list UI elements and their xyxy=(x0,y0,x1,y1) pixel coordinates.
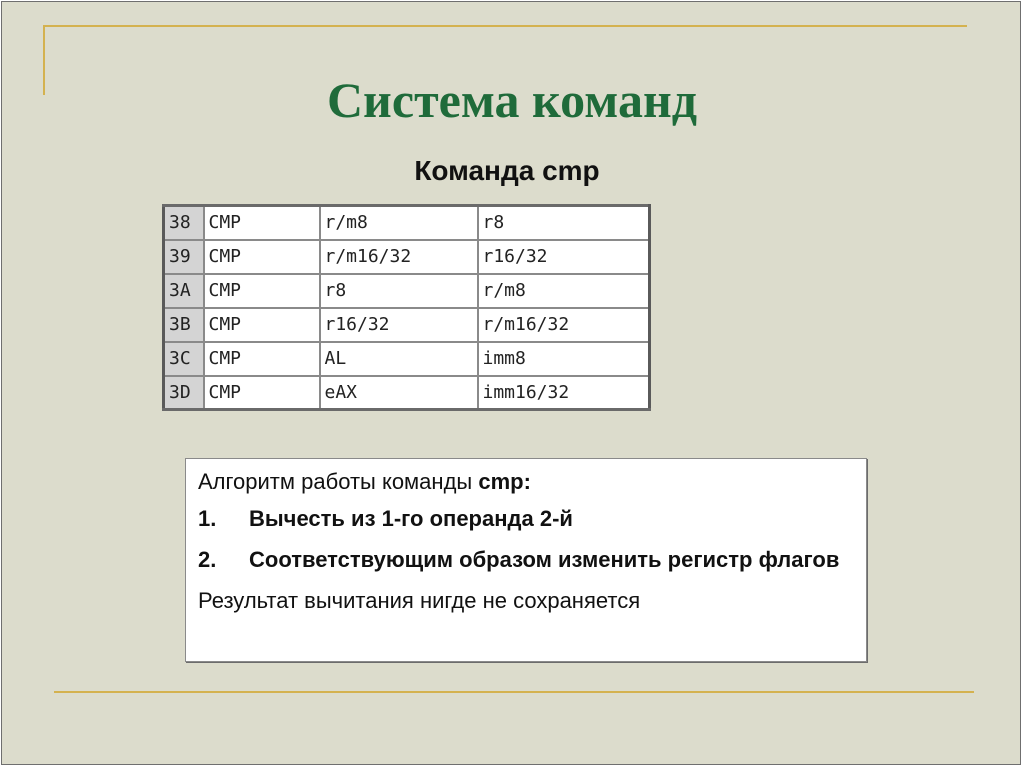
operand2-cell: r16/32 xyxy=(478,240,650,274)
opcode-cell: 38 xyxy=(164,206,204,240)
bottom-rule xyxy=(54,691,974,693)
mnemonic-cell: CMP xyxy=(204,376,320,410)
table-row xyxy=(164,206,650,240)
algorithm-box xyxy=(185,458,867,662)
slide-title: Система команд xyxy=(326,72,698,128)
operand1-cell: r16/32 xyxy=(320,308,478,342)
slide xyxy=(1,1,1021,765)
slide-subtitle: Команда cmp xyxy=(414,155,600,186)
operand1-cell: AL xyxy=(320,342,478,376)
step-number: 1. xyxy=(198,506,217,531)
mnemonic-cell: CMP xyxy=(204,206,320,240)
mnemonic-cell: CMP xyxy=(204,274,320,308)
operand1-cell: r/m16/32 xyxy=(320,240,478,274)
algorithm-steps xyxy=(198,503,854,576)
opcode-cell: 3A xyxy=(164,274,204,308)
opcode-cell: 3D xyxy=(164,376,204,410)
algorithm-intro-command: cmp: xyxy=(478,469,531,494)
mnemonic-cell: CMP xyxy=(204,240,320,274)
operand2-cell: r8 xyxy=(478,206,650,240)
opcode-table xyxy=(162,204,651,411)
step-number: 2. xyxy=(198,547,217,572)
table-row xyxy=(164,240,650,274)
operand2-cell: imm16/32 xyxy=(478,376,650,410)
algorithm-result: Результат вычитания нигде не сохраняется xyxy=(198,588,641,613)
operand2-cell: r/m8 xyxy=(478,274,650,308)
table-row xyxy=(164,342,650,376)
top-rule-horizontal xyxy=(43,25,967,27)
opcode-cell: 3C xyxy=(164,342,204,376)
list-item xyxy=(198,503,854,535)
mnemonic-cell: CMP xyxy=(204,342,320,376)
operand1-cell: eAX xyxy=(320,376,478,410)
algorithm-intro-text: Алгоритм работы команды xyxy=(198,469,479,494)
table-row xyxy=(164,308,650,342)
algorithm-intro xyxy=(198,465,854,499)
opcode-cell: 3B xyxy=(164,308,204,342)
operand1-cell: r/m8 xyxy=(320,206,478,240)
operand1-cell: r8 xyxy=(320,274,478,308)
list-item xyxy=(198,544,854,576)
operand2-cell: imm8 xyxy=(478,342,650,376)
table-row xyxy=(164,376,650,410)
step-text: Вычесть из 1-го операнда 2-й xyxy=(249,506,573,531)
table-row xyxy=(164,274,650,308)
step-text: Соответствующим образом изменить регистр флагов xyxy=(249,547,840,572)
operand2-cell: r/m16/32 xyxy=(478,308,650,342)
mnemonic-cell: CMP xyxy=(204,308,320,342)
opcode-cell: 39 xyxy=(164,240,204,274)
